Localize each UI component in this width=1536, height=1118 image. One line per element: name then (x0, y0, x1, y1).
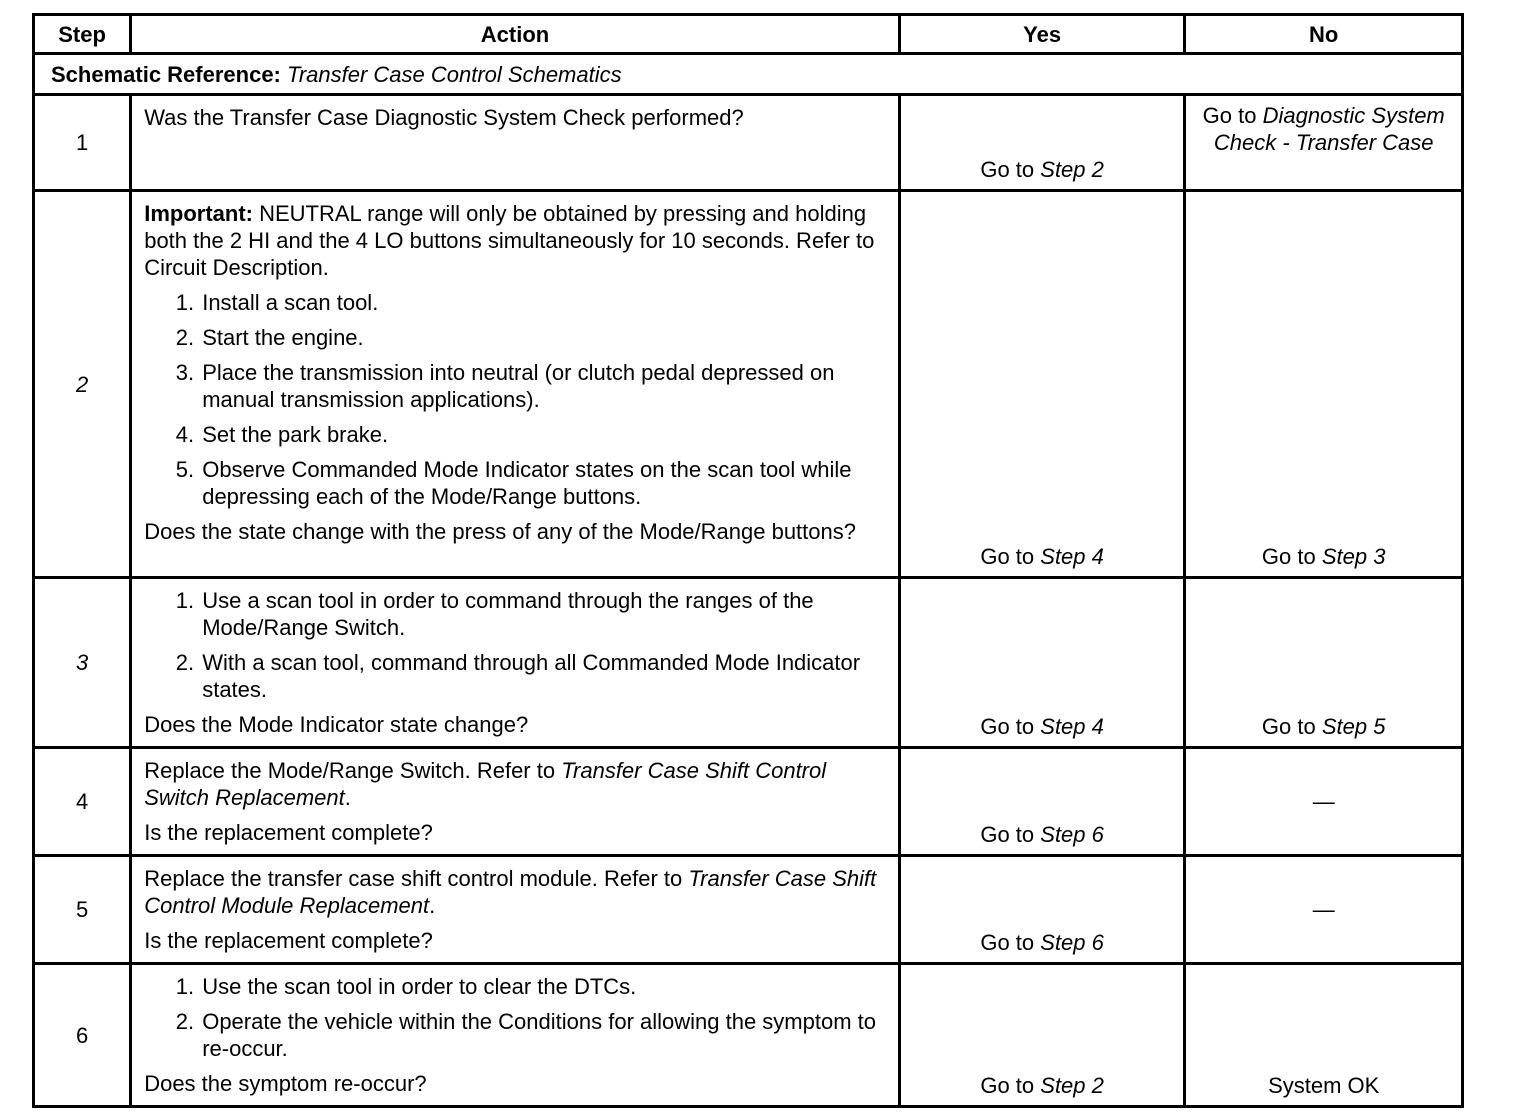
list-item: 3. Place the transmission into neutral (or clutch pedal depressed on manual transmission applications). (200, 359, 888, 413)
action-question: Does the symptom re-occur? (144, 1071, 427, 1096)
no-cell (1185, 578, 1463, 748)
important-note (144, 200, 888, 281)
yes-step-link[interactable]: Step 6 (1040, 930, 1104, 955)
action-text-lead: Replace the Mode/Range Switch. Refer to (144, 758, 556, 783)
list-item: 2. With a scan tool, command through all Commanded Mode Indicator states. (200, 649, 888, 703)
step-number: 1 (34, 95, 131, 191)
action-text-lead: Replace the transfer case shift control module. Refer to (144, 866, 683, 891)
list-item: 2. Operate the vehicle within the Conditions for allowing the symptom to re-occur. (200, 1008, 888, 1062)
yes-step-link[interactable]: Step 2 (1040, 1073, 1104, 1098)
header-yes: Yes (899, 15, 1185, 54)
list-item: 5. Observe Commanded Mode Indicator states on the scan tool while depressing each of the Mode/Range buttons. (200, 456, 888, 510)
action-question: Is the replacement complete? (144, 820, 433, 845)
table-row (34, 856, 1463, 964)
yes-step-link[interactable]: Step 2 (1040, 157, 1104, 182)
yes-prefix: Go to (980, 157, 1035, 182)
yes-prefix: Go to (980, 544, 1035, 569)
no-cell: System OK (1185, 964, 1463, 1107)
table-row (34, 748, 1463, 856)
no-prefix: Go to (1202, 103, 1257, 128)
procedure-list (144, 587, 888, 703)
action-text: Replace the transfer case shift control module. Refer to Transfer Case Shift Control Module Replacement. (144, 866, 877, 918)
yes-cell (899, 95, 1185, 191)
yes-prefix: Go to (980, 1073, 1035, 1098)
step-number: 5 (34, 856, 131, 964)
important-label: Important: (144, 201, 253, 226)
action-question: Does the state change with the press of any of the Mode/Range buttons? (144, 519, 856, 544)
action-cell (131, 748, 900, 856)
table-row (34, 191, 1463, 578)
yes-step-link[interactable]: Step 6 (1040, 822, 1104, 847)
procedure-list (144, 973, 888, 1062)
schematic-reference-row (34, 54, 1463, 95)
no-cell (1185, 95, 1463, 191)
action-cell (131, 191, 900, 578)
yes-prefix: Go to (980, 930, 1035, 955)
list-item: 1. Use the scan tool in order to clear the DTCs. (200, 973, 888, 1000)
table-row (34, 95, 1463, 191)
action-cell (131, 856, 900, 964)
procedure-list (144, 289, 888, 510)
step-number: 6 (34, 964, 131, 1107)
yes-cell (899, 856, 1185, 964)
step-number: 3 (34, 578, 131, 748)
no-step-link[interactable]: Step 5 (1321, 714, 1386, 739)
yes-cell (899, 748, 1185, 856)
schematic-reference (34, 54, 1463, 95)
header-row (34, 15, 1463, 54)
step-number: 4 (34, 748, 131, 856)
important-text: NEUTRAL range will only be obtained by pressing and holding both the 2 HI and the 4 LO buttons simultaneously for 10 seconds. Refer to Circuit Description. (144, 201, 875, 280)
no-step-link[interactable]: Diagnostic System Check - Transfer Case (1213, 103, 1445, 155)
yes-cell (899, 191, 1185, 578)
schematic-reference-label: Schematic Reference: (51, 61, 281, 87)
header-no: No (1185, 15, 1463, 54)
action-question: Does the Mode Indicator state change? (144, 712, 529, 737)
no-cell: — (1185, 856, 1463, 964)
table-row (34, 578, 1463, 748)
no-step-link[interactable]: Step 3 (1321, 544, 1386, 569)
no-cell (1185, 191, 1463, 578)
list-item: 1. Install a scan tool. (200, 289, 888, 316)
header-step: Step (34, 15, 131, 54)
table-row (34, 964, 1463, 1107)
yes-step-link[interactable]: Step 4 (1040, 544, 1104, 569)
action-cell (131, 95, 900, 191)
no-prefix: Go to (1261, 544, 1316, 569)
list-item: 2. Start the engine. (200, 324, 888, 351)
action-text: Replace the Mode/Range Switch. Refer to Transfer Case Shift Control Switch Replacement. (144, 758, 827, 810)
schematic-reference-link[interactable]: Transfer Case Control Schematics (287, 61, 622, 87)
no-cell: — (1185, 748, 1463, 856)
action-reference-link[interactable]: Transfer Case Shift Control Switch Replacement (144, 758, 827, 810)
step-number: 2 (34, 191, 131, 578)
action-text: Was the Transfer Case Diagnostic System Check performed? (144, 105, 744, 130)
yes-prefix: Go to (980, 822, 1035, 847)
yes-step-link[interactable]: Step 4 (1040, 714, 1104, 739)
diagnostic-table (32, 13, 1464, 1108)
list-item: 4. Set the park brake. (200, 421, 888, 448)
no-prefix: Go to (1261, 714, 1316, 739)
yes-cell (899, 578, 1185, 748)
action-cell (131, 578, 900, 748)
action-cell (131, 964, 900, 1107)
list-item: 1. Use a scan tool in order to command through the ranges of the Mode/Range Switch. (200, 587, 888, 641)
yes-prefix: Go to (980, 714, 1035, 739)
yes-cell (899, 964, 1185, 1107)
action-question: Is the replacement complete? (144, 928, 433, 953)
header-action: Action (131, 15, 900, 54)
action-reference-link[interactable]: Transfer Case Shift Control Module Replacement (144, 866, 877, 918)
